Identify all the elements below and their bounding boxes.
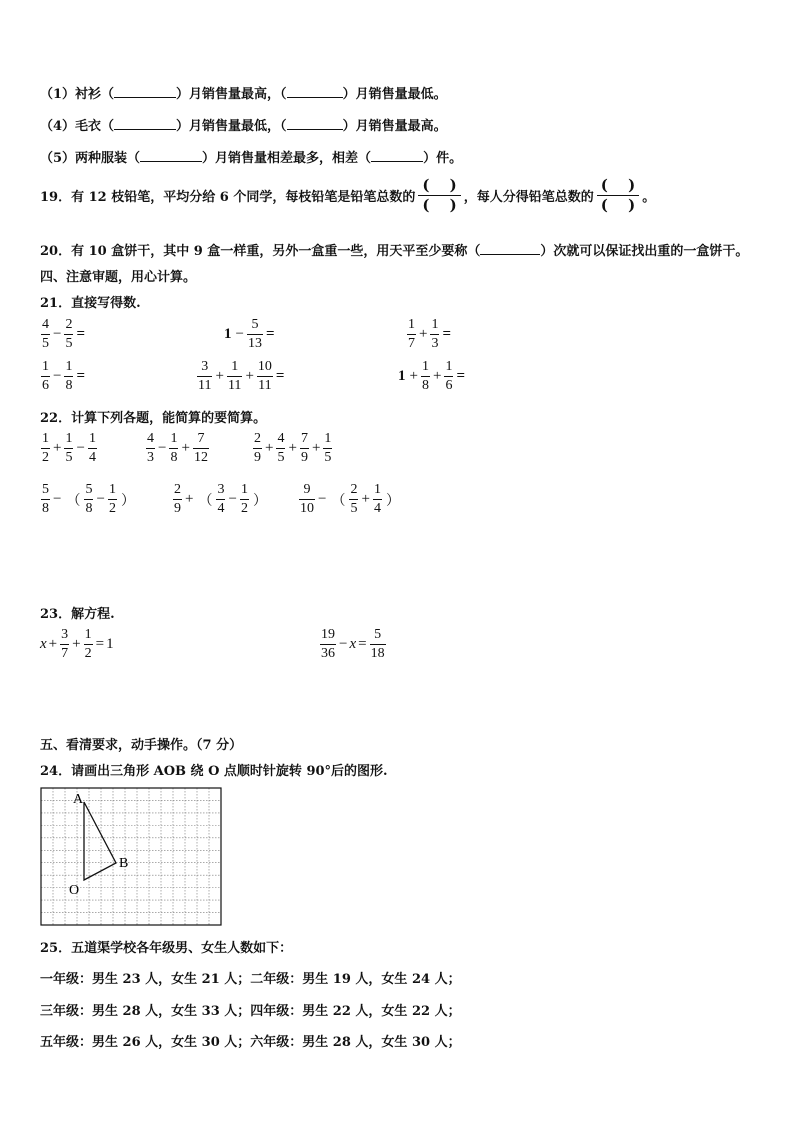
section-5-heading: 五、看清要求，动手操作。（7 分） <box>40 738 243 753</box>
answer-blank[interactable] <box>114 117 176 130</box>
q23-equation-2: $\frac{19}{36}$ − x = $\frac{5}{18}$ <box>321 627 385 661</box>
section-4-heading: 四、注意审题，用心计算。 <box>40 270 197 285</box>
answer-fraction-blank[interactable]: ( ) ( ) <box>418 178 460 213</box>
q18-line-5: （5）两种服装（ ）月销售量相差最多，相差（ ）件。 <box>40 151 463 166</box>
q18-line-1: （1）衬衫（ ）月销售量最高，（ ）月销售量最低。 <box>40 87 447 102</box>
q20-question: 20．有 10 盒饼干，其中 9 盒一样重，另外一盒重一些，用天平至少要称（ ）次就可以保证找出重的一盒饼干。 <box>40 244 749 259</box>
answer-blank[interactable] <box>140 149 202 162</box>
grid-border <box>41 788 221 925</box>
vertex-label-a: A <box>73 792 84 807</box>
vertex-label-b: B <box>119 856 129 871</box>
grid-diagram[interactable] <box>40 787 222 927</box>
answer-blank[interactable] <box>480 242 540 255</box>
answer-blank[interactable] <box>371 149 423 162</box>
q22-title: 22．计算下列各题，能简算的要简算。 <box>40 411 267 426</box>
q18-line-4: （4）毛衣（ ）月销售量最低，（ ）月销售量最高。 <box>40 119 447 134</box>
answer-blank[interactable] <box>287 85 343 98</box>
q22-expr-3: $\frac{2}{9}$ + $\frac{4}{5}$ + $\frac{7}{9}$ + $\frac{1}{5}$ <box>254 431 332 465</box>
triangle-aob <box>84 802 116 880</box>
q21-expr-3: $\frac{1}{7}$ + $\frac{1}{3}$ = <box>408 317 452 351</box>
q22-expr-2: $\frac{4}{3}$ − $\frac{1}{8}$ + $\frac{7}{12}$ <box>147 431 208 465</box>
q25-title: 25．五道渠学校各年级男、女生人数如下： <box>40 941 293 956</box>
answer-blank[interactable] <box>114 85 176 98</box>
grid-lines <box>41 788 221 925</box>
q21-expr-1: $\frac{4}{5}$ − $\frac{2}{5}$ = <box>42 317 86 351</box>
vertex-label-o: O <box>69 883 80 898</box>
q24-title: 24．请画出三角形 AOB 绕 O 点顺时针旋转 90°后的图形. <box>40 764 388 779</box>
q23-equation-1: x + $\frac{3}{7}$ + $\frac{1}{2}$ = 1 <box>40 627 114 661</box>
q19-question: 19．有 12 枝铅笔，平均分给 6 个同学，每枝铅笔是铅笔总数的 ( ) ( ) ，每人分得铅笔总数的 ( ) ( ) 。 <box>40 176 656 214</box>
q21-expr-5: $\frac{3}{11}$ + $\frac{1}{11}$ + $\frac{10}{11}$ = <box>198 359 285 393</box>
q22-expr-5: $\frac{2}{9}$ + （ $\frac{3}{4}$ − $\frac{1}{2}$ ） <box>174 482 267 516</box>
q22-expr-4: $\frac{5}{8}$ − （ $\frac{5}{8}$ − $\frac{1}{2}$ ） <box>42 482 135 516</box>
q21-title: 21．直接写得数. <box>40 296 141 311</box>
q23-title: 23．解方程. <box>40 607 115 622</box>
answer-fraction-blank[interactable]: ( ) ( ) <box>597 178 639 213</box>
q21-expr-2: 1 − $\frac{5}{13}$ = <box>224 317 275 351</box>
q21-expr-6: 1 + $\frac{1}{8}$ + $\frac{1}{6}$ = <box>398 359 465 393</box>
q21-expr-4: $\frac{1}{6}$ − $\frac{1}{8}$ = <box>42 359 86 393</box>
q25-line-2: 三年级：男生 28 人，女生 33 人；四年级：男生 22 人，女生 22 人； <box>40 1004 461 1019</box>
answer-blank[interactable] <box>287 117 343 130</box>
q25-line-1: 一年级：男生 23 人，女生 21 人；二年级：男生 19 人，女生 24 人； <box>40 972 461 987</box>
q25-line-3: 五年级：男生 26 人，女生 30 人；六年级：男生 28 人，女生 30 人； <box>40 1035 461 1050</box>
q22-expr-1: $\frac{1}{2}$ + $\frac{1}{5}$ − $\frac{1}{4}$ <box>42 431 96 465</box>
q22-expr-6: $\frac{9}{10}$ − （ $\frac{2}{5}$ + $\frac{1}{4}$ ） <box>300 482 400 516</box>
